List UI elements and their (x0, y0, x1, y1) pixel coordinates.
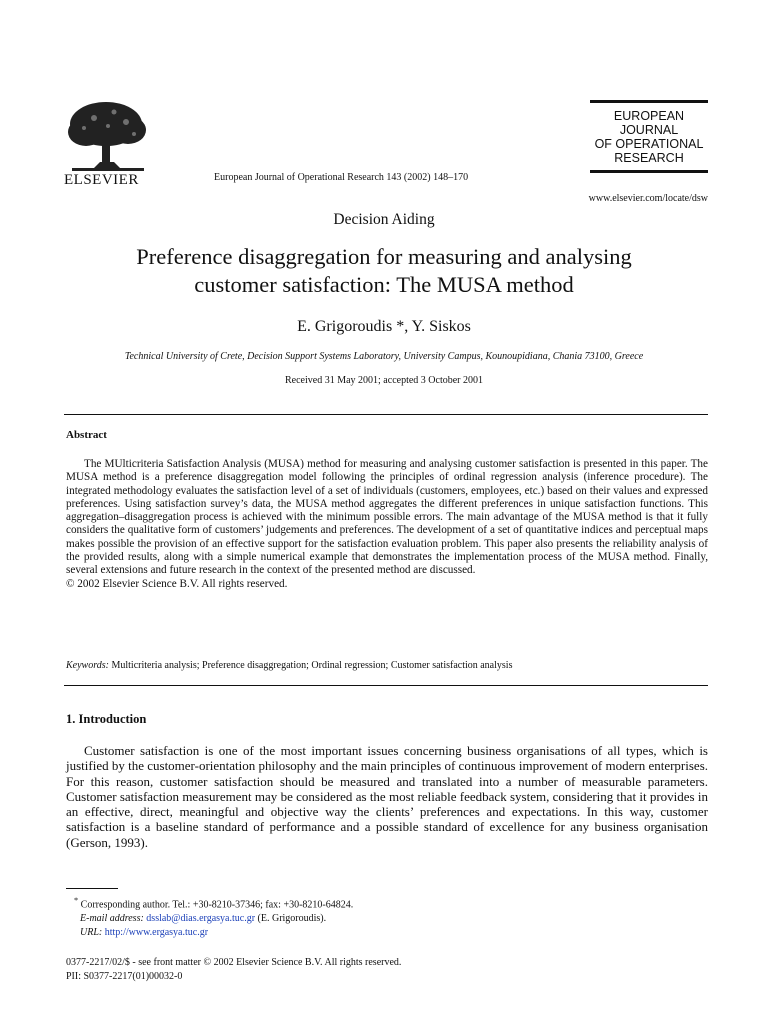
front-matter-info (66, 956, 401, 984)
keywords-text: Multicriteria analysis; Preference disaggregation; Ordinal regression; Customer satisfaction analysis (111, 660, 513, 671)
title-line: customer satisfaction: The MUSA method (194, 272, 574, 297)
journal-logo-line: RESEARCH (614, 151, 684, 165)
section-label: Decision Aiding (333, 211, 435, 228)
email-label: E-mail address: (80, 913, 144, 925)
journal-logo-line: EUROPEAN (613, 109, 685, 123)
affiliation: Technical University of Crete, Decision Support Systems Laboratory, University Campus, Kounoupidiana, Chania 73100, Greece (124, 351, 644, 362)
article-title (60, 243, 708, 299)
footnote-divider (66, 888, 118, 889)
abstract-text: The MUlticriteria Satisfaction Analysis (MUSA) method for measuring and analysing customer satisfaction is presented in this paper. The MUSA method is a preference disaggregation model following the principles of ordinal regression analysis (inference procedure). The integrated methodology evaluates the satisfaction level of a set of individuals (customers, employees, etc.) based on their values and expressed preferences. Using satisfaction survey’s data, the MUSA method aggregates the different preferences in unique satisfaction functions. This aggregation–disaggregation process is achieved with the minimum possible errors. The main advantage of the MUSA method is that it fully considers the qualitative form of customers’ judgements and preferences. The development of a set of quantitative indices and perceptual maps makes possible the provision of an effective support for the satisfaction evaluation problem. This paper also presents the reliability analysis of the provided results, along with a simple numerical example that demonstrates the implementation process of the MUSA method. Finally, several extensions and future research in the context of the presented method are discussed. (66, 458, 708, 577)
journal-url-link[interactable]: www.elsevier.com/locate/dsw (588, 193, 708, 204)
footnote-marker: * (74, 896, 79, 905)
email-suffix: (E. Grigoroudis). (257, 913, 327, 925)
keywords (66, 660, 512, 671)
divider (64, 685, 708, 686)
journal-logo-line: JOURNAL (619, 123, 679, 137)
issn-line: 0377-2217/02/$ - see front matter © 2002 Elsevier Science B.V. All rights reserved. (66, 957, 402, 968)
journal-citation: European Journal of Operational Research 143 (2002) 148–170 (214, 172, 469, 183)
keywords-label: Keywords: (66, 660, 109, 671)
divider (64, 414, 708, 415)
author-url-link[interactable]: http://www.ergasya.tuc.gr (104, 927, 209, 939)
abstract-heading: Abstract (66, 429, 107, 441)
publisher-name: ELSEVIER (64, 172, 139, 188)
introduction-paragraph: Customer satisfaction is one of the most important issues concerning business organisations of all types, which is justified by the customer-orientation philosophy and the main principles of continuous improvement of modern enterprises. For this reason, customer satisfaction should be measured and translated into a number of measurable parameters. Customer satisfaction measurement may be considered as the most reliable feedback system, considering that it provides in an effective, direct, meaningful and objective way the clients’ preferences and expectations. In this way, customer satisfaction is a baseline standard of performance and a possible standard of excellence for any business organisation (Gerson, 1993). (66, 743, 709, 850)
introduction-body (66, 743, 708, 850)
title-line: Preference disaggregation for measuring and analysing (136, 244, 632, 269)
corresponding-author-note: Corresponding author. Tel.: +30-8210-37346; fax: +30-8210-64824. (80, 899, 354, 911)
section-heading-introduction: 1. Introduction (66, 712, 147, 726)
journal-logo (590, 100, 708, 173)
pii-line: PII: S0377-2217(01)00032-0 (66, 971, 183, 982)
email-link[interactable]: dsslab@dias.ergasya.tuc.gr (146, 913, 256, 925)
url-label: URL: (80, 927, 103, 939)
footnotes (66, 894, 353, 940)
received-dates: Received 31 May 2001; accepted 3 October 2001 (285, 375, 483, 386)
abstract-body (66, 458, 708, 591)
journal-logo-line: OF OPERATIONAL (594, 137, 704, 151)
authors: E. Grigoroudis *, Y. Siskos (297, 318, 471, 335)
copyright-notice: © 2002 Elsevier Science B.V. All rights reserved. (66, 577, 288, 590)
